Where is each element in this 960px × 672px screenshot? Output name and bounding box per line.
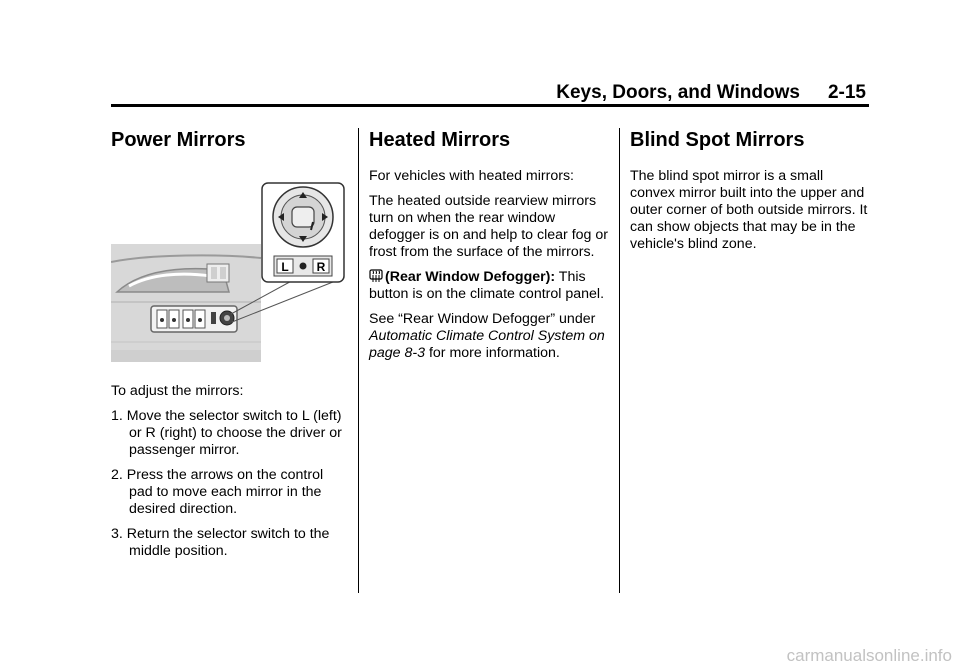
blind-spot-mirrors-section	[630, 128, 870, 261]
paragraph: The heated outside rearview mirrors turn on when the rear window defogger is on and help to clear fog or frost from the surface of the mirrors.	[369, 193, 608, 260]
column-divider	[358, 128, 359, 593]
paragraph: For vehicles with heated mirrors:	[369, 168, 574, 184]
list-item: 1. Move the selector switch to L (left) or R (right) to choose the driver or passenger mirror.	[111, 408, 342, 458]
list-item: 2. Press the arrows on the control pad to move each mirror in the desired direction.	[111, 467, 324, 517]
mirror-control-illustration	[111, 174, 349, 364]
steps-list	[111, 408, 349, 560]
rear-defog-icon	[369, 269, 383, 283]
right-selector-label: R	[316, 260, 326, 274]
paragraph	[369, 311, 609, 362]
column-divider	[619, 128, 620, 593]
power-mirrors-section	[111, 128, 349, 568]
watermark: carmanualsonline.info	[786, 646, 952, 665]
intro-text: To adjust the mirrors:	[111, 383, 244, 399]
section-heading: Blind Spot Mirrors	[630, 129, 805, 151]
header-title: Keys, Doors, and Windows	[556, 82, 800, 103]
button-term: (Rear Window Defogger):	[385, 269, 556, 285]
list-item: 3. Return the selector switch to the middle position.	[111, 526, 330, 559]
paragraph: The blind spot mirror is a small convex mirror built into the upper and outer corner of both outside mirrors. It can show objects that may be in the vehicle's blind zone.	[630, 168, 868, 252]
left-selector-label: L	[281, 260, 289, 274]
header-rule	[111, 104, 869, 107]
see-prefix: See “Rear Window Defogger” under	[369, 311, 596, 327]
page-header	[0, 82, 866, 104]
section-heading: Heated Mirrors	[369, 129, 511, 151]
page-number: 2-15	[827, 82, 866, 103]
paragraph	[369, 269, 609, 303]
cross-reference-link[interactable]: Automatic Climate Control System on page 8-3	[369, 328, 605, 361]
heated-mirrors-section	[369, 128, 609, 370]
section-heading: Power Mirrors	[111, 129, 246, 151]
see-suffix: for more information.	[425, 345, 560, 361]
button-description: This button is on the climate control panel.	[369, 269, 605, 302]
